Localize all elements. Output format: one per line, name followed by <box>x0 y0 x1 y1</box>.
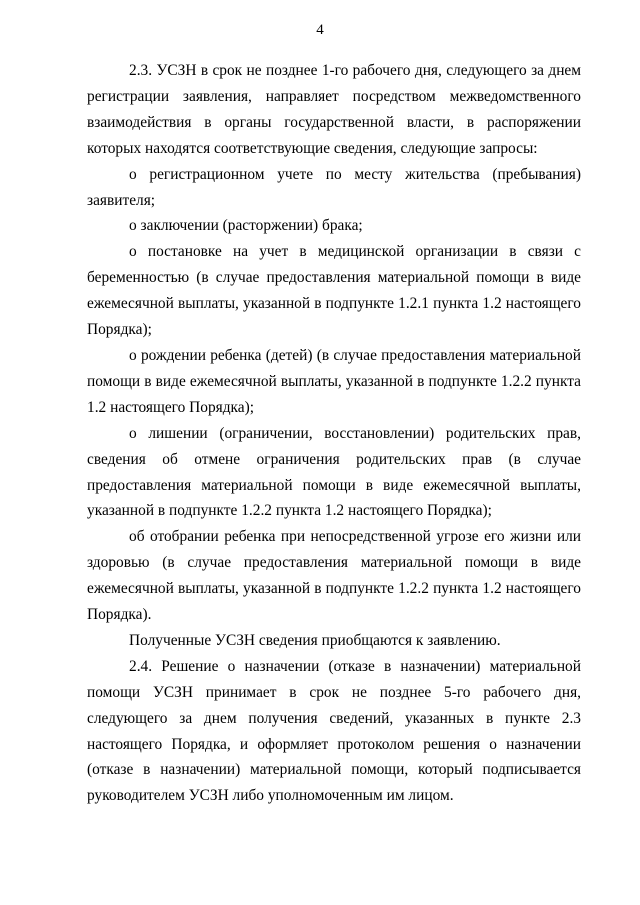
paragraph-birth <box>87 343 581 421</box>
text-line: о постановке на учет в медицинской организации в связи с <box>129 243 581 261</box>
text-line: помощи УСЗН принимает в срок не позднее 5-го рабочего дня, <box>87 683 581 701</box>
text-line: сведения об отмене ограничения родительских прав (в случае <box>87 450 581 468</box>
text-line: настоящего Порядка, и оформляет протоколом решения о назначении <box>87 735 581 753</box>
text-line: об отобрании ребенка при непосредственной угрозе его жизни или <box>129 528 581 546</box>
text-line: (отказе в назначении) материальной помощи, который подписывается <box>87 761 581 779</box>
text-line: 2.4. Решение о назначении (отказе в назначении) материальной <box>129 657 581 675</box>
text-line: следующего за днем получения сведений, указанных в пункте 2.3 <box>87 709 581 727</box>
text-line: 2.3. УСЗН в срок не позднее 1-го рабочего дня, следующего за днем <box>129 62 581 79</box>
text-line: о рождении ребенка (детей) (в случае предоставления материальной <box>129 346 581 364</box>
text-line: руководителем УСЗН либо уполномоченным им лицом. <box>87 787 454 805</box>
paragraph-2-3 <box>87 58 581 162</box>
text-line: беременностью (в случае предоставления материальной помощи в виде <box>87 269 581 287</box>
text-line: указанной в подпункте 1.2.2 пункта 1.2 настоящего Порядка); <box>87 502 492 520</box>
text-line: заявителя; <box>87 191 156 209</box>
paragraph-registration <box>87 162 581 214</box>
text-line: Порядка). <box>87 606 152 624</box>
text-line: о регистрационном учете по месту жительства (пребывания) <box>129 165 581 183</box>
text-line: помощи в виде ежемесячной выплаты, указанной в подпункте 1.2.2 пункта <box>87 372 581 390</box>
text-line: взаимодействия в органы государственной власти, в распоряжении <box>87 113 581 131</box>
paragraph-marriage <box>87 213 581 239</box>
text-line: 1.2 настоящего Порядка); <box>87 398 255 416</box>
text-line: которых находятся соответствующие сведения, следующие запросы: <box>87 139 538 157</box>
text-line: о заключении (расторжении) брака; <box>129 217 363 235</box>
document-body <box>87 58 581 809</box>
text-line: ежемесячной выплаты, указанной в подпункте 1.2.2 пункта 1.2 настоящего <box>87 580 581 598</box>
text-line: ежемесячной выплаты, указанной в подпункте 1.2.1 пункта 1.2 настоящего <box>87 295 581 313</box>
text-line: предоставления материальной помощи в виде ежемесячной выплаты, <box>87 476 581 494</box>
text-line: Полученные УСЗН сведения приобщаются к заявлению. <box>129 631 501 649</box>
paragraph-child-removal <box>87 524 581 628</box>
paragraph-2-4 <box>87 654 581 809</box>
paragraph-medical <box>87 239 581 343</box>
page-number: 4 <box>316 22 324 38</box>
paragraph-attached <box>87 628 581 654</box>
text-line: о лишении (ограничении, восстановлении) родительских прав, <box>129 424 581 442</box>
text-line: здоровью (в случае предоставления материальной помощи в виде <box>87 554 581 572</box>
text-line: регистрации заявления, направляет посредством межведомственного <box>87 87 581 105</box>
paragraph-parental-rights <box>87 421 581 525</box>
text-line: Порядка); <box>87 321 152 339</box>
